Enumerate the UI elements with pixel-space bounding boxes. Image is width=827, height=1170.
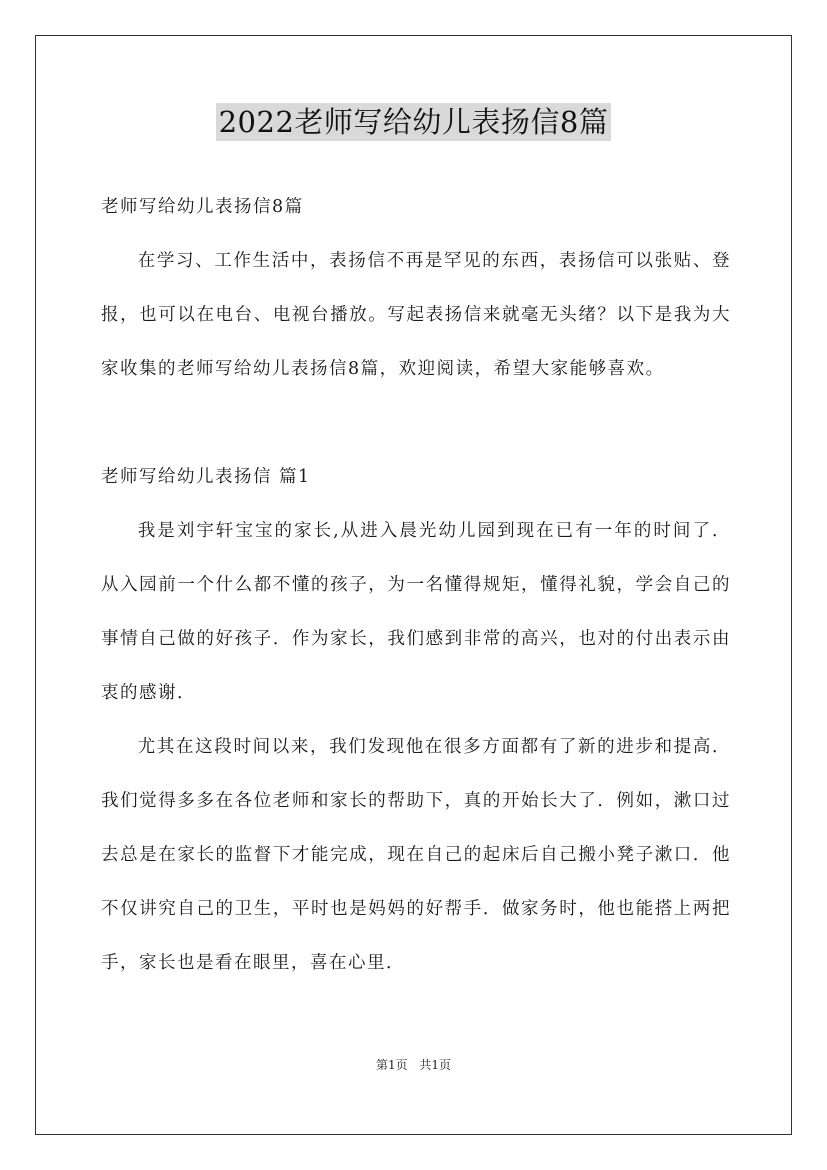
intro-paragraph: 在学习、工作生活中，表扬信不再是罕见的东西，表扬信可以张贴、登报，也可以在电台、电视台播放。写起表扬信来就毫无头绪？以下是我为大家收集的老师写给幼儿表扬信8篇，欢迎阅读，希望大家能够喜欢。 — [101, 251, 731, 379]
subtitle: 老师写给幼儿表扬信8篇 — [101, 197, 304, 217]
page-footer — [0, 1057, 827, 1073]
body-paragraph-1: 我是刘宇轩宝宝的家长,从进入晨光幼儿园到现在已有一年的时间了．从入园前一个什么都不懂的孩子，为一名懂得规矩，懂得礼貌，学会自己的事情自己做的好孩子．作为家长，我们感到非常的高兴，也对的付出表示由衷的感谢． — [101, 521, 731, 703]
document-body — [101, 180, 731, 990]
page-number: 第1页 — [375, 1058, 408, 1072]
section-gap — [101, 396, 731, 450]
title-container — [0, 103, 827, 141]
page-total: 共1页 — [419, 1058, 452, 1072]
document-title: 2022老师写给幼儿表扬信8篇 — [216, 103, 612, 141]
body-paragraph-2: 尤其在这段时间以来，我们发现他在很多方面都有了新的进步和提高．我们觉得多多在各位老师和家长的帮助下，真的开始长大了．例如，漱口过去总是在家长的监督下才能完成，现在自己的起床后自己搬小凳子漱口．他不仅讲究自己的卫生，平时也是妈妈的好帮手．做家务时，他也能搭上两把手，家长也是看在眼里，喜在心里． — [101, 737, 731, 973]
section-heading: 老师写给幼儿表扬信 篇1 — [101, 467, 311, 487]
